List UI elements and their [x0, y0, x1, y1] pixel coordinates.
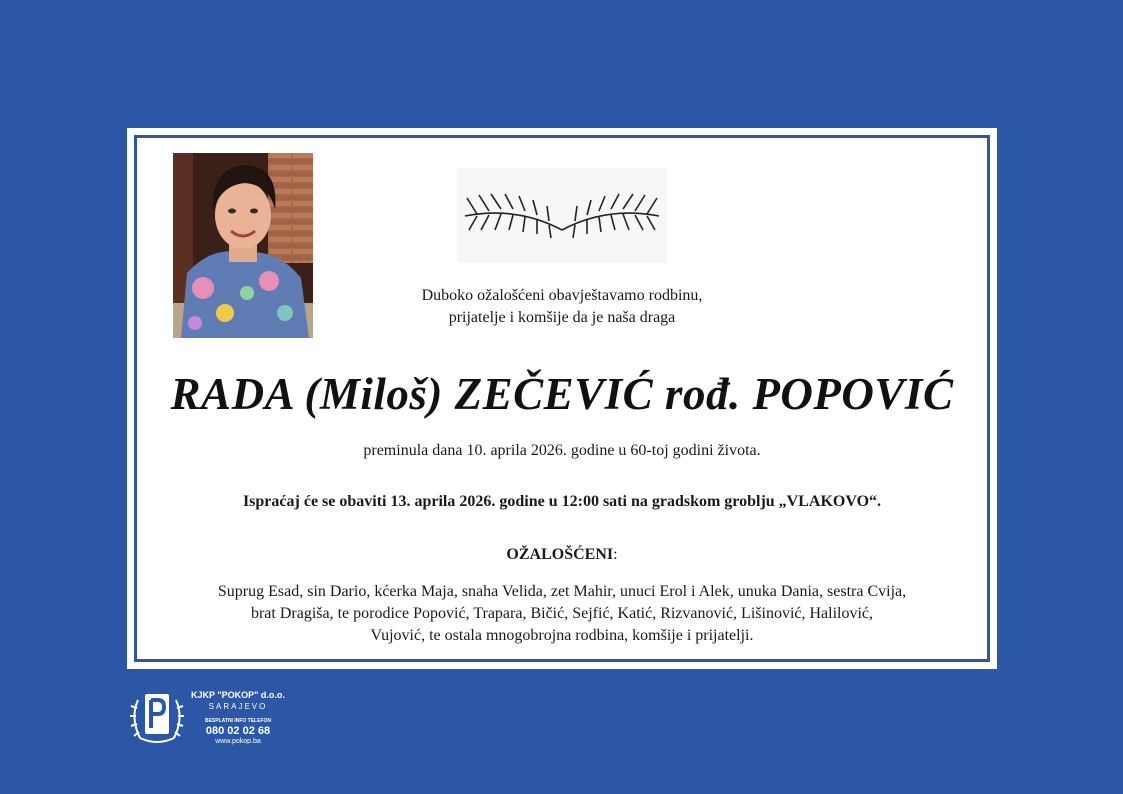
mourners-line-3: Vujović, te ostala mnogobrojna rodbina, komšije i prijatelji.: [370, 627, 754, 644]
intro-line-1: Duboko ožalošćeni obavještavamo rodbinu,: [421, 287, 703, 304]
logo-city: SARAJEVO: [208, 702, 268, 711]
pokop-p-wreath-icon: [128, 688, 186, 746]
palm-branches-icon: [457, 168, 667, 263]
pokop-logo: [128, 688, 328, 748]
mourners-line-2: brat Dragiša, te porodice Popović, Trapara, Bičić, Sejfić, Katić, Rizvanović, Lišinović, Halilović,: [250, 605, 874, 622]
mourners-line-1: Suprug Esad, sin Dario, kćerka Maja, snaha Velida, zet Mahir, unuci Erol i Alek, unuka Dania, sestra Cvija,: [217, 583, 907, 600]
mourners-title-label: OŽALOŠĆENI: [506, 546, 614, 563]
obituary-card: [127, 128, 997, 669]
pokop-logo-text: [190, 690, 286, 747]
mourners-title-colon: :: [613, 546, 618, 563]
intro-text: [127, 285, 997, 329]
logo-company: KJKP "POKOP" d.o.o.: [191, 690, 285, 700]
death-notice: preminula dana 10. aprila 2026. godine u 60-toj godini života.: [363, 442, 761, 459]
logo-website: www.pokop.ba: [215, 738, 261, 745]
deceased-name: RADA (Miloš) ZEČEVIĆ rođ. POPOVIĆ: [170, 369, 954, 419]
logo-phone: 080 02 02 68: [205, 725, 271, 737]
funeral-notice: Ispraćaj će se obaviti 13. aprila 2026. godine u 12:00 sati na gradskom groblju „VLAKOVO“.: [242, 493, 882, 510]
mourners-list: [147, 581, 977, 647]
logo-info-label: BESPLATNI INFO TELEFON: [204, 718, 272, 724]
intro-line-2: prijatelje i komšije da je naša draga: [448, 309, 676, 326]
mourners-title: [127, 546, 997, 564]
